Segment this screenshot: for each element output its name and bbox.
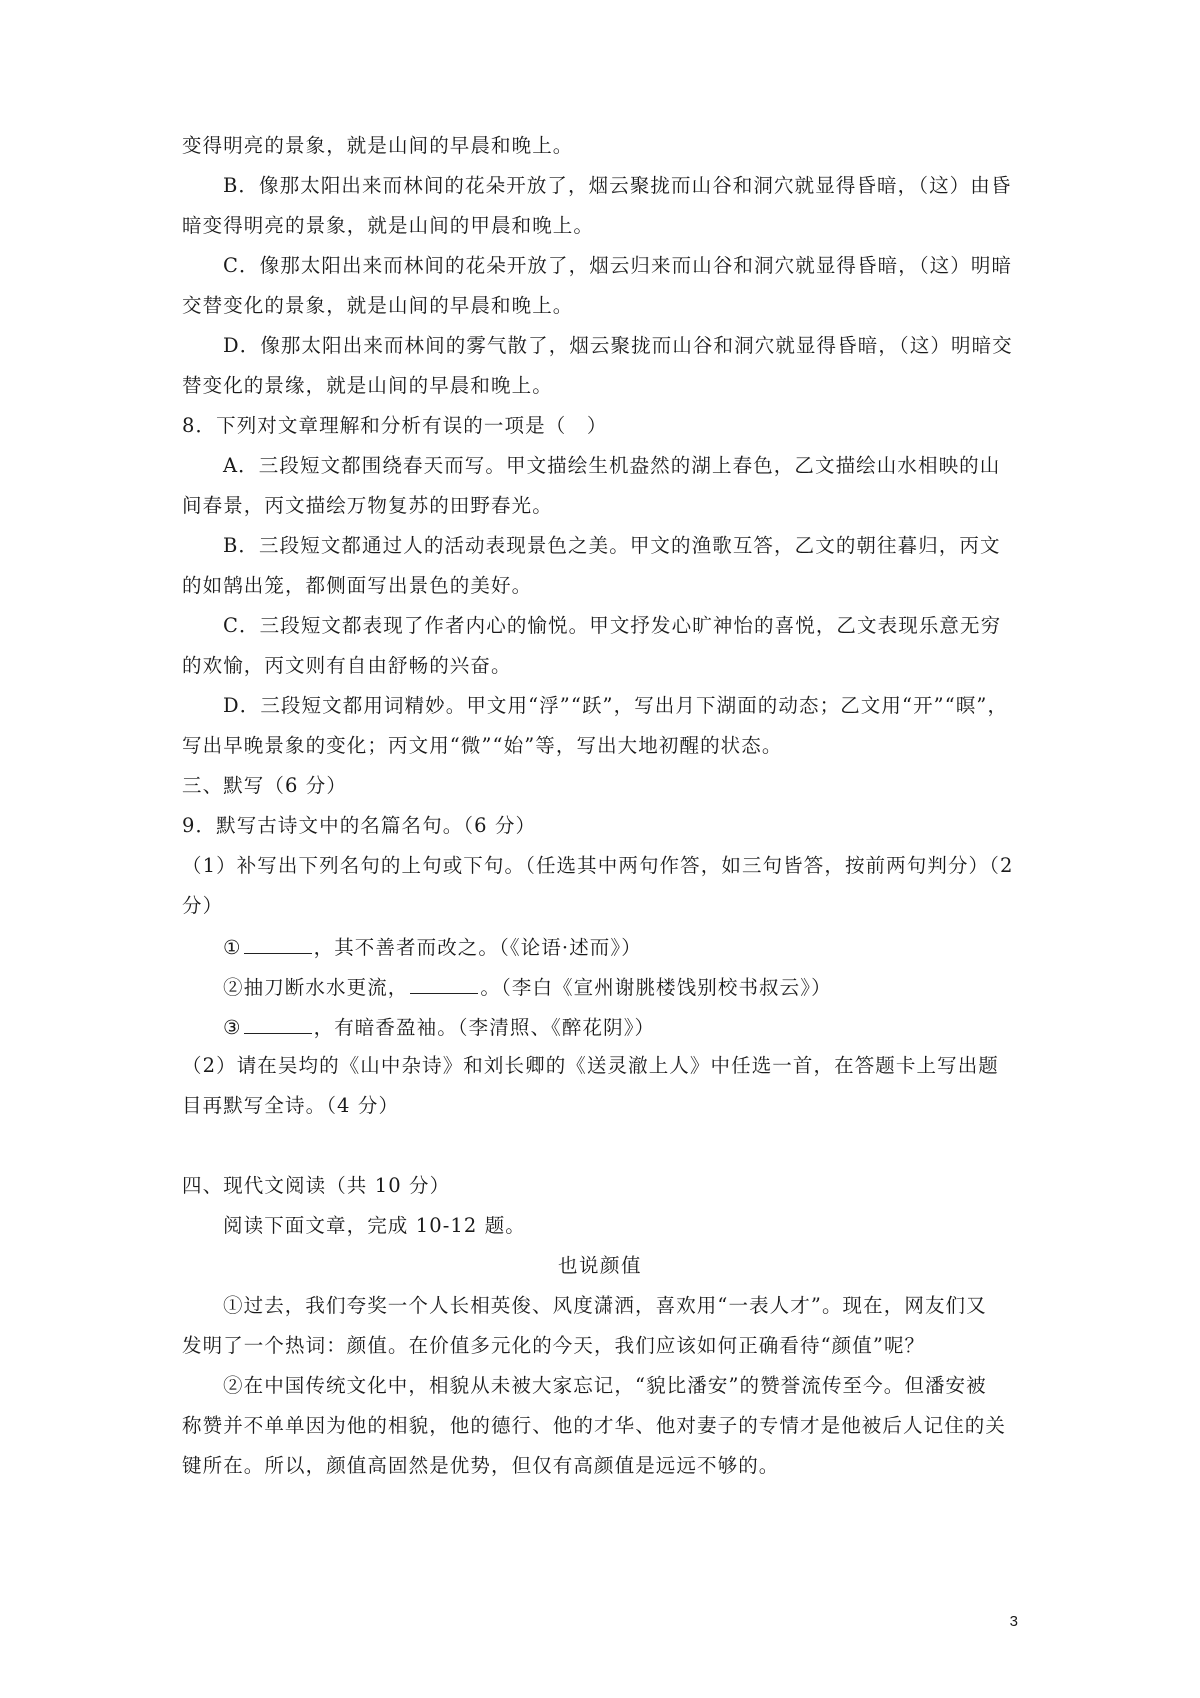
paragraph-1-line: ①过去，我们夸奖一个人长相英俊、风度潇洒，喜欢用“一表人才”。现在，网友们又: [223, 1294, 987, 1317]
sub-question-1: （1）补写出下列名句的上句或下句。（任选其中两句作答，如三句皆答，按前两句判分）（2: [182, 854, 1014, 877]
text-line: 变得明亮的景象，就是山间的早晨和晚上。: [182, 134, 574, 157]
question-9: 9．默写古诗文中的名篇名句。（6 分）: [182, 814, 537, 837]
sub-question-2: （2）请在吴均的《山中杂诗》和刘长卿的《送灵澈上人》中任选一首，在答题卡上写出题: [182, 1054, 999, 1077]
fill-blank-1: [223, 934, 642, 960]
section-heading: 三、默写（6 分）: [182, 774, 348, 797]
option-d-line: D．三段短文都用词精妙。甲文用“浮”“跃”，写出月下湖面的动态；乙文用“开”“暝”，: [223, 694, 1009, 717]
text-line: 发明了一个热词：颜值。在价值多元化的今天，我们应该如何正确看待“颜值”呢？: [182, 1334, 926, 1357]
option-d-line: D．像那太阳出来而林间的雾气散了，烟云聚拢而山谷和洞穴就显得昏暗，（这）明暗交: [223, 334, 1013, 357]
answer-blank[interactable]: [410, 974, 478, 994]
text-line: 键所在。所以，颜值高固然是优势，但仅有高颜值是远远不够的。: [182, 1454, 780, 1477]
section-heading: 四、现代文阅读（共 10 分）: [182, 1174, 451, 1197]
text-line: 的欢愉，丙文则有自由舒畅的兴奋。: [182, 654, 512, 677]
text-line: 间春景，丙文描绘万物复苏的田野春光。: [182, 494, 553, 517]
text-line: 目再默写全诗。（4 分）: [182, 1094, 400, 1117]
answer-blank[interactable]: [244, 934, 312, 954]
text-line: 的如鹄出笼，都侧面写出景色的美好。: [182, 574, 533, 597]
page-number: 3: [1009, 1613, 1018, 1630]
fill-blank-prefix: ③: [223, 1016, 242, 1039]
fill-blank-prefix: ①: [223, 936, 242, 959]
fill-blank-suffix: 。（李白《宣州谢朓楼饯别校书叔云》）: [480, 976, 832, 999]
text-line: 交替变化的景象，就是山间的早晨和晚上。: [182, 294, 574, 317]
option-c-line: C．三段短文都表现了作者内心的愉悦。甲文抒发心旷神怡的喜悦，乙文表现乐意无穷: [223, 614, 1002, 637]
fill-blank-3: [223, 1014, 655, 1040]
fill-blank-prefix: ②抽刀断水水更流，: [223, 976, 409, 999]
question-8: 8．下列对文章理解和分析有误的一项是（ ）: [182, 414, 608, 437]
text-line: 分）: [182, 894, 224, 917]
option-a-line: A．三段短文都围绕春天而写。甲文描绘生机盎然的湖上春色，乙文描绘山水相映的山: [223, 454, 1001, 477]
reading-instruction: 阅读下面文章，完成 10-12 题。: [223, 1214, 526, 1237]
paragraph-2-line: ②在中国传统文化中，相貌从未被大家忘记，“貌比潘安”的赞誉流传至今。但潘安被: [223, 1374, 987, 1397]
option-b-line: B．三段短文都通过人的活动表现景色之美。甲文的渔歌互答，乙文的朝往暮归，丙文: [223, 534, 1001, 557]
option-c-line: C．像那太阳出来而林间的花朵开放了，烟云归来而山谷和洞穴就显得昏暗，（这）明暗: [223, 254, 1013, 277]
article-title: 也说颜值: [557, 1254, 642, 1277]
option-b-line: B．像那太阳出来而林间的花朵开放了，烟云聚拢而山谷和洞穴就显得昏暗，（这）由昏: [223, 174, 1012, 197]
text-line: 替变化的景缘，就是山间的早晨和晚上。: [182, 374, 553, 397]
text-line: 称赞并不单单因为他的相貌，他的德行、他的才华、他对妻子的专情才是他被后人记住的关: [182, 1414, 1007, 1437]
fill-blank-suffix: ，有暗香盈袖。（李清照、《醉花阴》）: [313, 1016, 656, 1039]
text-line: 暗变得明亮的景象，就是山间的甲晨和晚上。: [182, 214, 595, 237]
fill-blank-suffix: ，其不善者而改之。（《论语·述而》）: [313, 936, 642, 959]
fill-blank-2: [223, 974, 832, 1000]
answer-blank[interactable]: [244, 1014, 312, 1034]
text-line: 写出早晚景象的变化；丙文用“微”“始”等，写出大地初醒的状态。: [182, 734, 783, 757]
